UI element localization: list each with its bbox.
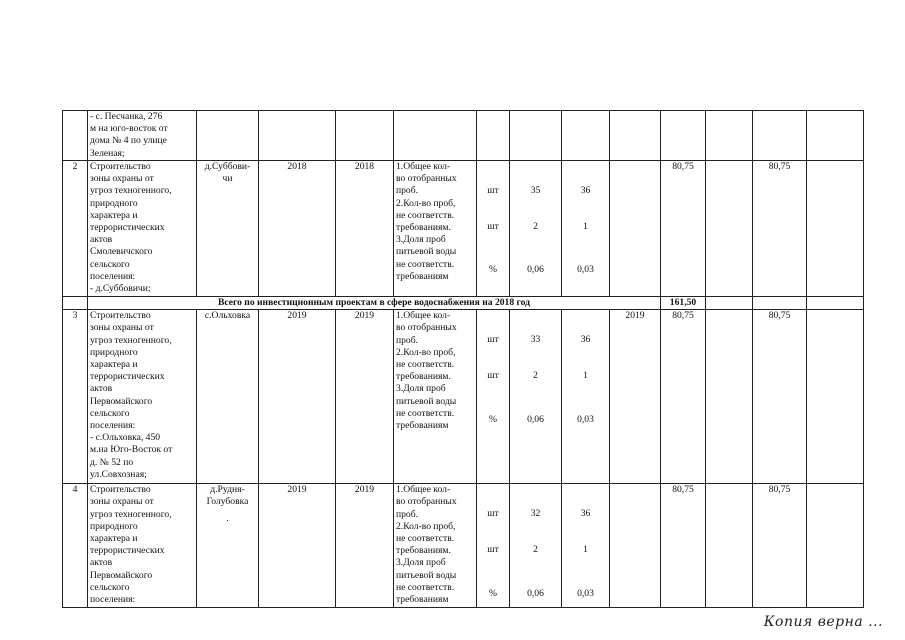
units-cell (477, 484, 510, 608)
total-label: Всего по инвестиционным проектам в сфере водоснабжения на 2018 год (88, 297, 661, 310)
values-base-cell (510, 484, 562, 608)
values-target-cell (562, 161, 610, 297)
row-number: 4 (63, 484, 88, 608)
unit: % (489, 587, 497, 599)
unit: % (489, 264, 497, 276)
amount: 80,75 (661, 484, 706, 608)
value: 0,03 (577, 264, 594, 276)
unit: шт (487, 334, 499, 346)
dot-mark: . (226, 512, 229, 524)
project-description: - с. Песчанка, 276 м на юго-восток от дома № 4 по улице Зеленая; (88, 111, 197, 161)
project-description: Строительство зоны охраны от угроз техногенного, природного характера и террористических актов Смолевичского сельского поселения: - д.Суббовичи; (88, 161, 197, 297)
project-description: Строительство зоны охраны от угроз техногенного, природного характера и террористических актов Первомайского сельского поселения: (88, 484, 197, 608)
handwritten-certification: Копия верна ... (763, 614, 883, 630)
values-base-cell (510, 161, 562, 297)
value: 36 (580, 185, 591, 196)
row-number: 3 (63, 310, 88, 484)
amount: 80,75 (753, 310, 807, 484)
amount: 80,75 (661, 161, 706, 297)
place: с.Ольховка (197, 310, 259, 484)
total-row (63, 297, 864, 310)
unit: % (489, 413, 497, 425)
value: 35 (530, 185, 541, 196)
indicators: 1.Общее кол- во отобранных проб. 2.Кол-во проб, не соответств. требованиям. 3.Доля проб питьевой воды не соответств. требованиям (394, 484, 477, 608)
start-year: 2019 (259, 484, 336, 608)
value: 36 (580, 508, 591, 520)
unit: шт (487, 508, 499, 520)
value: 0,06 (527, 413, 544, 425)
table-row (63, 161, 864, 297)
units-cell (477, 161, 510, 297)
table-row (63, 484, 864, 608)
unit: шт (487, 544, 499, 556)
completion-year: 2019 (610, 310, 661, 484)
end-year: 2018 (336, 161, 394, 297)
unit: шт (487, 185, 499, 196)
start-year: 2019 (259, 310, 336, 484)
value: 1 (583, 544, 588, 556)
value: 2 (533, 370, 538, 382)
value: 0,06 (527, 587, 544, 599)
value: 1 (583, 370, 588, 382)
table-row (63, 111, 864, 161)
investment-table (62, 110, 864, 608)
value: 2 (533, 544, 538, 556)
value: 36 (580, 334, 591, 346)
start-year: 2018 (259, 161, 336, 297)
value: 0,06 (527, 264, 544, 276)
units-cell (477, 310, 510, 484)
row-number: 2 (63, 161, 88, 297)
value: 0,03 (577, 413, 594, 425)
amount: 80,75 (661, 310, 706, 484)
place: д.Рудня- Голубовка . (197, 484, 259, 608)
amount: 80,75 (753, 484, 807, 608)
total-amount: 161,50 (661, 297, 706, 310)
value: 1 (583, 221, 588, 233)
unit: шт (487, 370, 499, 382)
indicators: 1.Общее кол- во отобранных проб. 2.Кол-во проб, не соответств. требованиям. 3.Доля проб питьевой воды не соответств. требованиям (394, 310, 477, 484)
values-target-cell (562, 484, 610, 608)
value: 0,03 (577, 587, 594, 599)
indicators: 1.Общее кол- во отобранных проб. 2.Кол-во проб, не соответств. требованиям. 3.Доля проб питьевой воды не соответств. требованиям (394, 161, 477, 297)
table-row (63, 310, 864, 484)
value: 32 (530, 508, 541, 520)
project-description: Строительство зоны охраны от угроз техногенного, природного характера и террористических актов Первомайского сельского поселения: - с.Ольховка, 450 м.на Юго-Восток от д. № 52 по ул.Совхозная; (88, 310, 197, 484)
end-year: 2019 (336, 310, 394, 484)
value: 33 (530, 334, 541, 346)
values-base-cell (510, 310, 562, 484)
unit: шт (487, 221, 499, 233)
end-year: 2019 (336, 484, 394, 608)
values-target-cell (562, 310, 610, 484)
amount: 80,75 (753, 161, 807, 297)
value: 2 (533, 221, 538, 233)
place: д.Суббови- чи (197, 161, 259, 297)
